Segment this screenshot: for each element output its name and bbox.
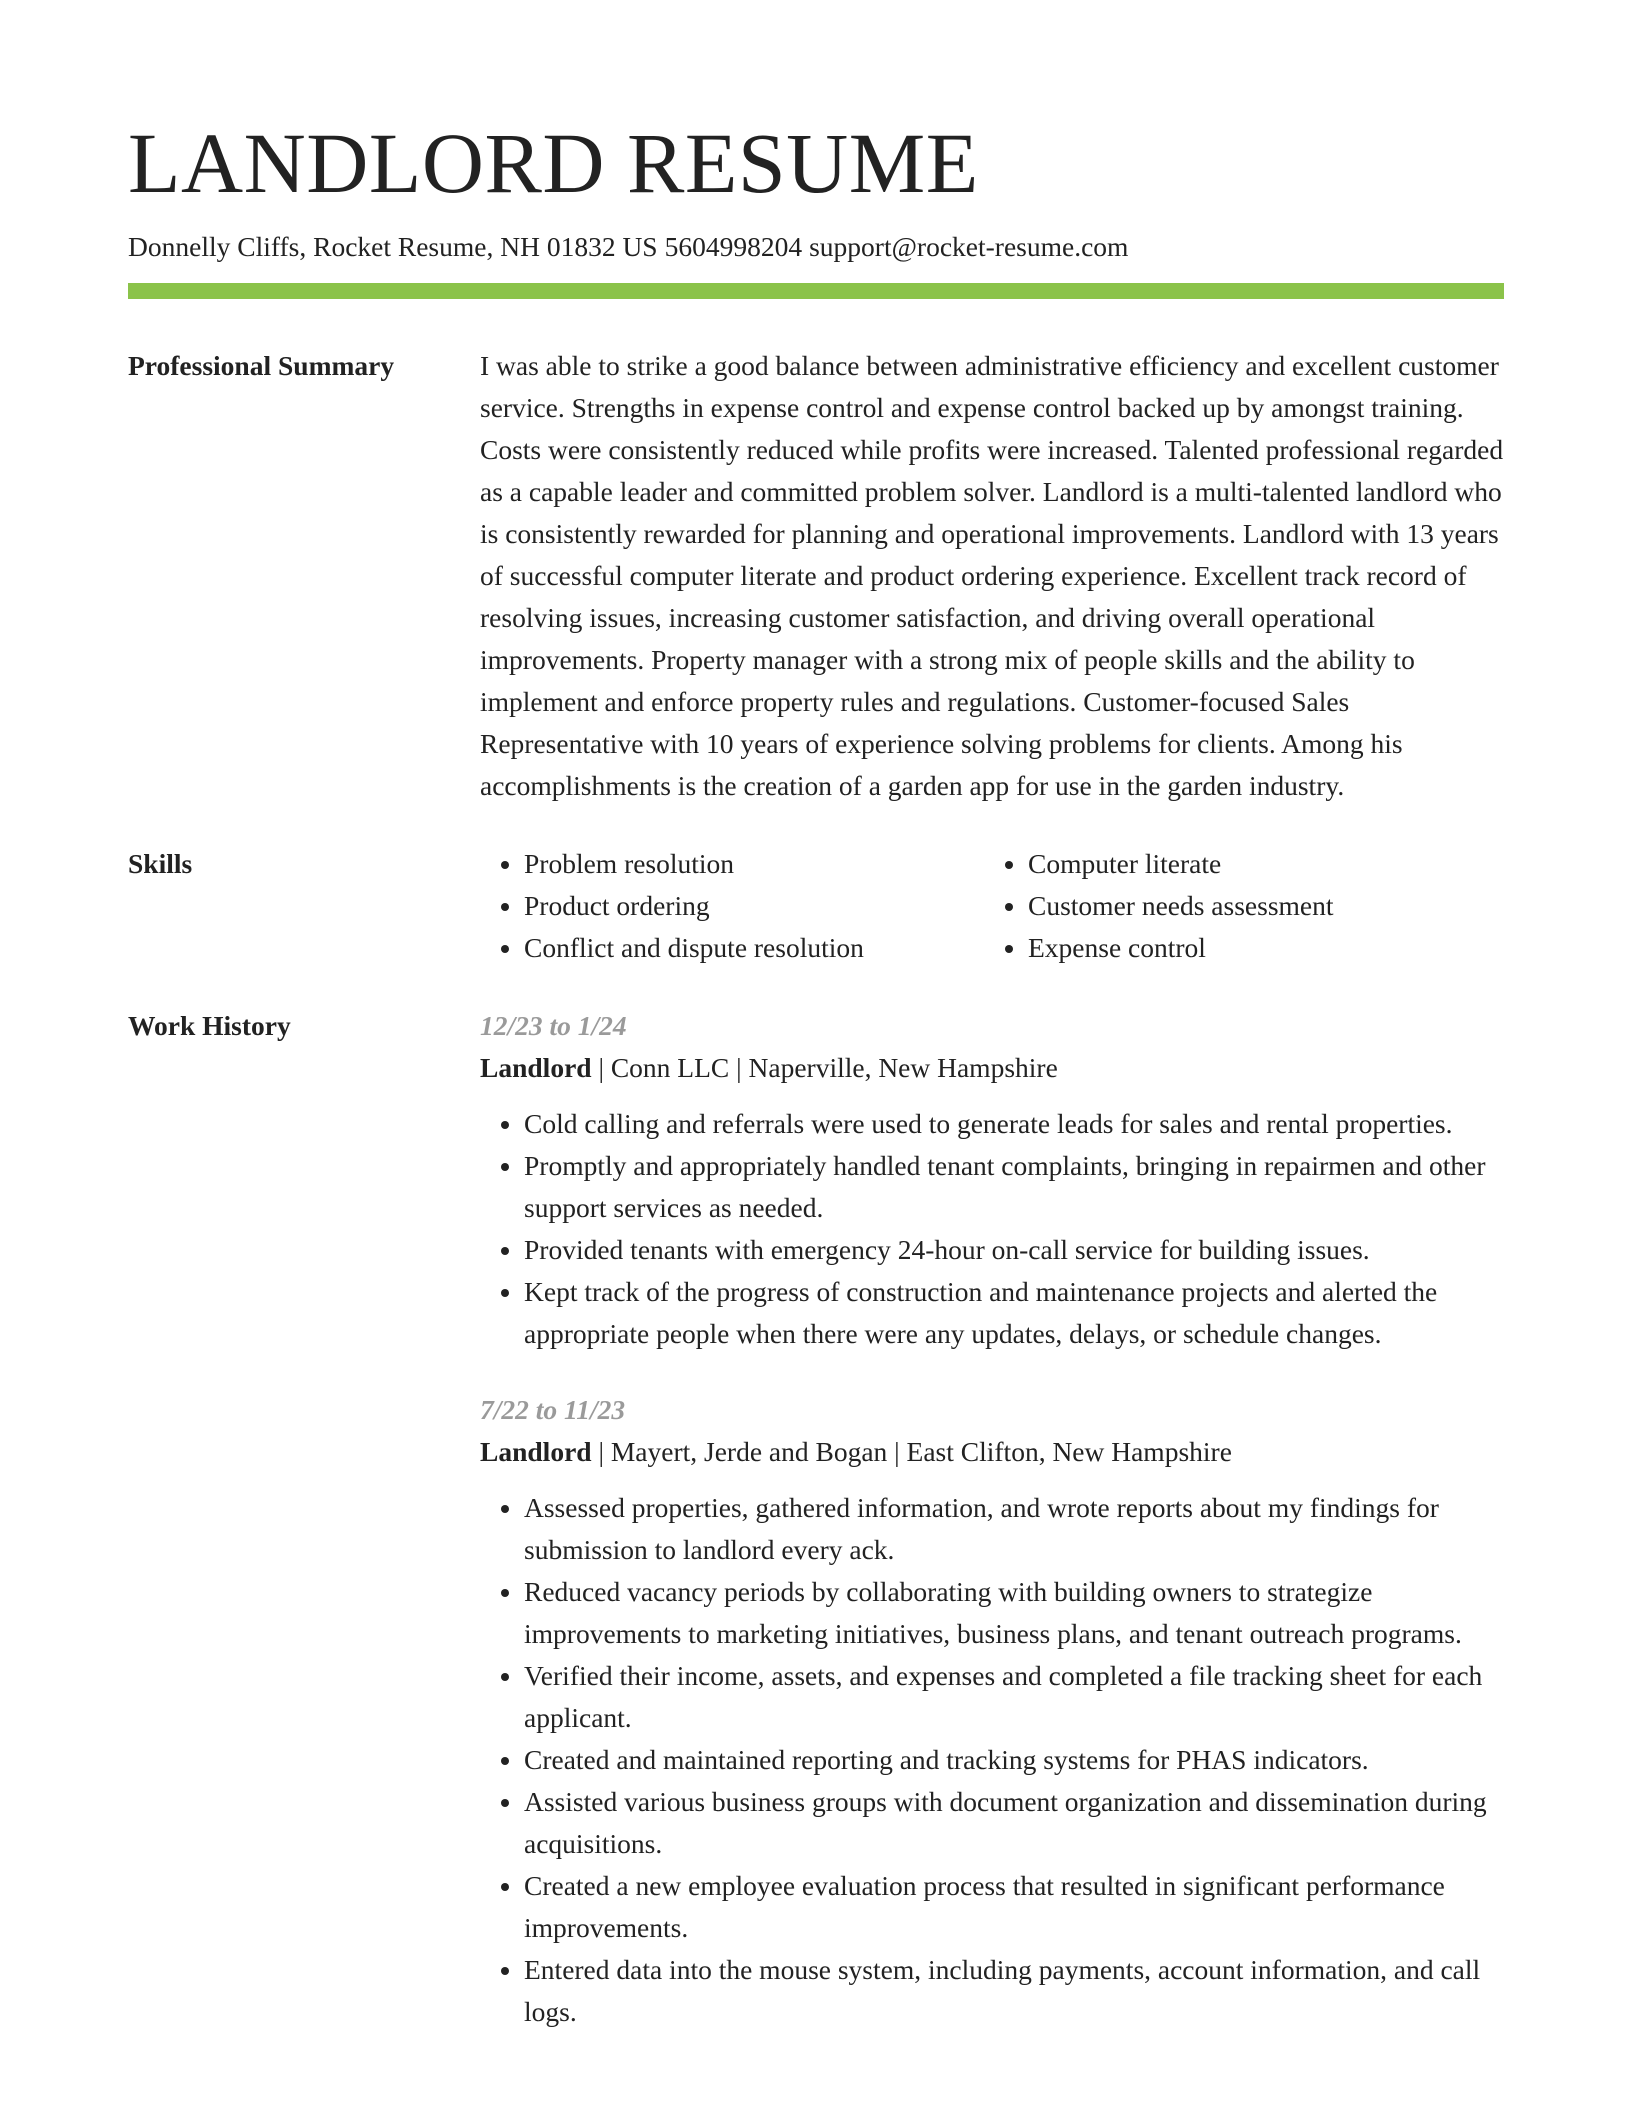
job-title: Landlord [480,1436,592,1468]
contact-line [128,230,1504,263]
work-history-content [480,1005,1504,2067]
job-bullet: • Cold calling and referrals were used to generate leads for sales and rental properties. [524,1103,1504,1145]
job-entry [480,1389,1504,2033]
job-bullet: • Kept track of the progress of construction and maintenance projects and alerted the appropriate people when there were any updates, delays, or schedule changes. [524,1271,1504,1355]
work-history-section [128,1005,1504,2067]
job-bullet: • Promptly and appropriately handled tenant complaints, bringing in repairmen and other support services as needed. [524,1145,1504,1229]
job-bullet: • Reduced vacancy periods by collaborating with building owners to strategize improvements to marketing initiatives, business plans, and tenant outreach programs. [524,1571,1504,1655]
summary-section [128,345,1504,807]
job-location: East Clifton, New Hampshire [906,1436,1232,1468]
skills-list-left [480,843,984,969]
skills-section [128,843,1504,969]
job-bullets [480,1103,1504,1355]
job-bullet: • Assessed properties, gathered information, and wrote reports about my findings for submission to landlord every ack. [524,1487,1504,1571]
skills-label: Skills [128,848,193,880]
job-location: Naperville, New Hampshire [748,1052,1058,1084]
skill-item: • Problem resolution [524,843,984,885]
job-separator: | [894,1436,907,1468]
job-bullet: • Verified their income, assets, and expenses and completed a file tracking sheet for each applicant. [524,1655,1504,1739]
job-separator: | [736,1052,749,1084]
job-bullet: • Entered data into the mouse system, including payments, account information, and call logs. [524,1949,1504,2033]
skill-item: • Expense control [1028,927,1504,969]
job-separator: | [598,1052,611,1084]
job-bullet: • Assisted various business groups with document organization and dissemination during acquisitions. [524,1781,1504,1865]
job-bullets [480,1487,1504,2033]
contact-phone: 5604998204 [664,231,803,263]
job-bullet: • Created a new employee evaluation process that resulted in significant performance improvements. [524,1865,1504,1949]
skill-item: • Conflict and dispute resolution [524,927,984,969]
summary-label: Professional Summary [128,350,395,382]
skill-item: • Product ordering [524,885,984,927]
job-dates: 7/22 to 11/23 [480,1394,626,1426]
skill-item: • Customer needs assessment [1028,885,1504,927]
job-heading [480,1431,1504,1473]
contact-address: Donnelly Cliffs, Rocket Resume, NH 01832 US [128,231,658,263]
job-separator: | [598,1436,611,1468]
job-title: Landlord [480,1052,592,1084]
summary-content [480,345,1504,807]
header-divider [128,283,1504,299]
job-company: Conn LLC [610,1052,730,1084]
skills-content [480,843,1504,969]
skill-item: • Computer literate [1028,843,1504,885]
job-dates: 12/23 to 1/24 [480,1010,627,1042]
work-history-label: Work History [128,1010,291,1042]
job-entry [480,1005,1504,1355]
job-heading [480,1047,1504,1089]
contact-email: support@rocket-resume.com [809,231,1129,263]
job-bullet: • Created and maintained reporting and tracking systems for PHAS indicators. [524,1739,1504,1781]
summary-text: I was able to strike a good balance between administrative efficiency and excellent customer service. Strengths in expense control and expense control backed up by amongst training. Costs were consistently reduced while profits were increased. Talented professional regarded as a capable leader and committed problem solver. Landlord is a multi-talented landlord who is consistently rewarded for planning and operational improvements. Landlord with 13 years of successful computer literate and product ordering experience. Excellent track record of resolving issues, increasing customer satisfaction, and driving overall operational improvements. Property manager with a strong mix of people skills and the ability to implement and enforce property rules and regulations. Customer-focused Sales Representative with 10 years of experience solving problems for clients. Among his accomplishments is the creation of a garden app for use in the garden industry. [480,350,1504,802]
job-company: Mayert, Jerde and Bogan [610,1436,888,1468]
resume-title: LANDLORD RESUME [128,115,979,211]
job-bullet: • Provided tenants with emergency 24-hour on-call service for building issues. [524,1229,1504,1271]
skills-list-right [984,843,1504,969]
